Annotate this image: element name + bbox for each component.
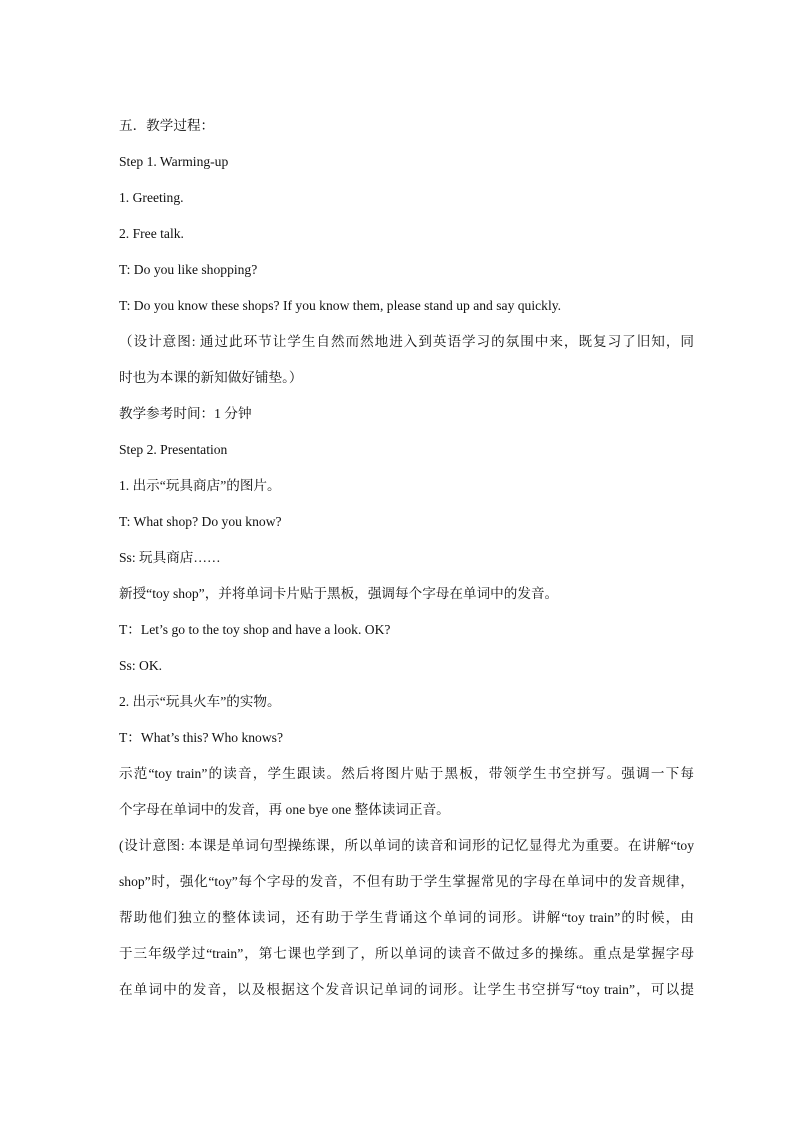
text-line: 1. Greeting. xyxy=(119,190,184,205)
text-line: T: Do you like shopping? xyxy=(119,262,258,277)
text-line: 2. Free talk. xyxy=(119,226,184,241)
text-line: T：Let’s go to the toy shop and have a look. OK? xyxy=(119,622,391,637)
design-intent-line: (设计意图: 本课是单词句型操练课，所以单词的读音和词形的记忆显得尤为重要。在讲解“toy xyxy=(119,838,694,853)
step-1-heading: Step 1. Warming-up xyxy=(119,154,229,169)
text-line: 新授“toy shop”，并将单词卡片贴于黑板，强调每个字母在单词中的发音。 xyxy=(119,586,559,601)
reference-time: 教学参考时间：1 分钟 xyxy=(119,406,252,421)
design-intent-line: 于三年级学过“train”，第七课也学到了，所以单词的读音不做过多的操练。重点是掌握字母 xyxy=(119,946,694,961)
design-intent-line: （设计意图: 通过此环节让学生自然而然地进入到英语学习的氛围中来，既复习了旧知，同 xyxy=(119,334,694,349)
design-intent-line: 时也为本课的新知做好铺垫。） xyxy=(119,370,303,385)
step-2-heading: Step 2. Presentation xyxy=(119,442,228,457)
text-line: T: What shop? Do you know? xyxy=(119,514,282,529)
text-line: T：What’s this? Who knows? xyxy=(119,730,283,745)
design-intent-line: 帮助他们独立的整体读词，还有助于学生背诵这个单词的词形。讲解“toy train”的时候，由 xyxy=(119,910,694,925)
text-line: 1. 出示“玩具商店”的图片。 xyxy=(119,478,281,493)
text-line: 示范“toy train”的读音，学生跟读。然后将图片贴于黑板，带领学生书空拼写。强调一下每 xyxy=(119,766,694,781)
design-intent-line: 在单词中的发音，以及根据这个发音识记单词的词形。让学生书空拼写“toy train”，可以提 xyxy=(119,982,694,997)
text-line: Ss: 玩具商店…… xyxy=(119,550,221,565)
text-line: T: Do you know these shops? If you know them, please stand up and say quickly. xyxy=(119,298,562,313)
text-line: 个字母在单词中的发音，再 one bye one 整体读词正音。 xyxy=(119,802,450,817)
design-intent-line: shop”时，强化“toy”每个字母的发音，不但有助于学生掌握常见的字母在单词中的发音规律， xyxy=(119,874,694,889)
text-line: 2. 出示“玩具火车”的实物。 xyxy=(119,694,281,709)
text-line: Ss: OK. xyxy=(119,658,163,673)
section-heading: 五．教学过程： xyxy=(119,118,215,133)
